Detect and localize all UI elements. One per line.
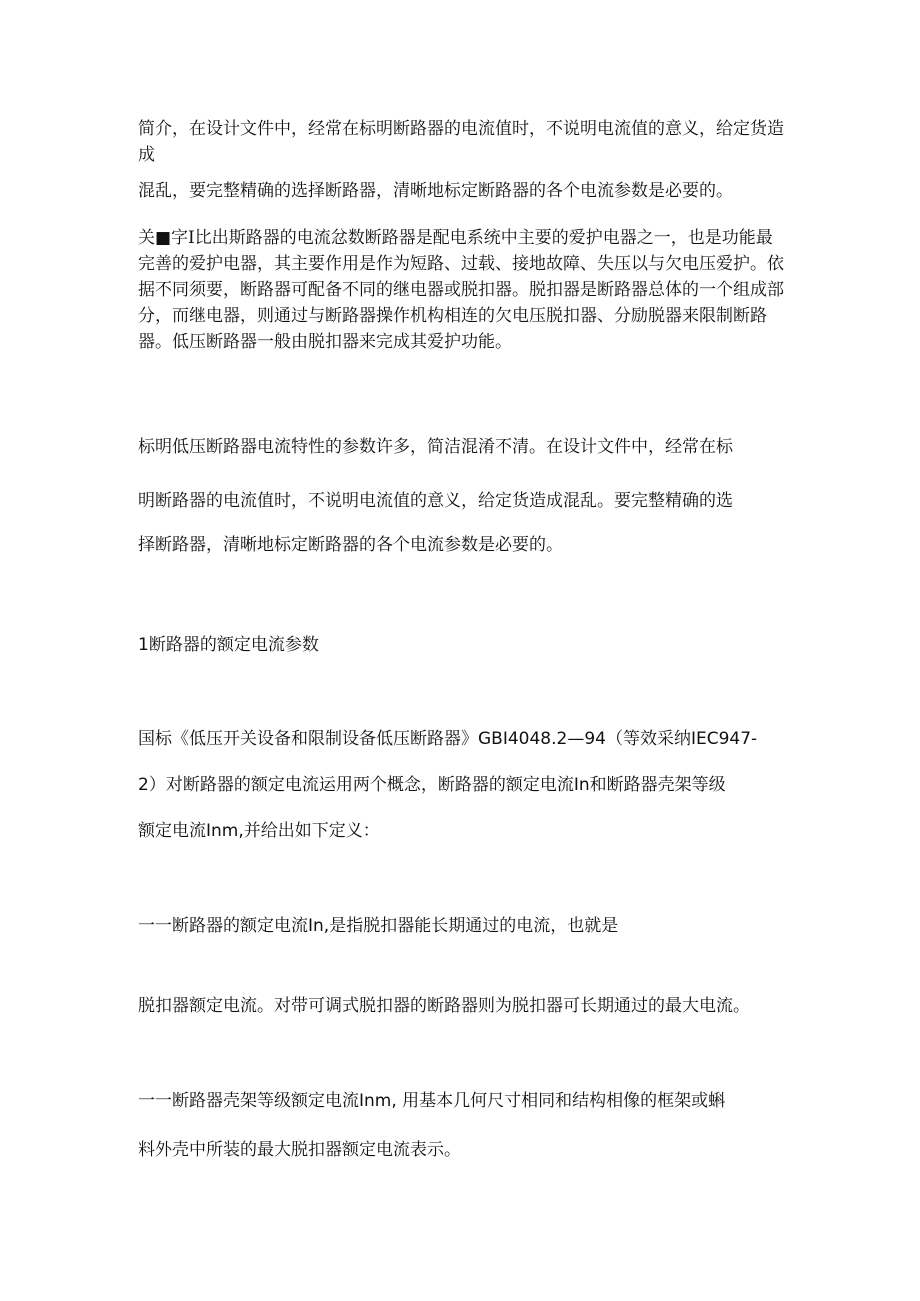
intro-paragraph-1: 简介，在设计文件中，经常在标明断路器的电流值时，不说明电流值的意义，给定货造成	[138, 119, 784, 165]
keywords-paragraph: 关■字I比出斯路器的电流忿数断路器是配电系统中主要的爱护电器之一，也是功能最完善的爱护电器，其主要作用是作为短路、过载、接地故障、失压以与欠电压爱护。依据不同须要，断路器可配备不同的继电器或脱扣器。脱扣器是断路器总体的一个组成部分，而继电器，则通过与断路器操作机构相连的欠电压脱扣器、分励脱器来限制断路器。低压断路器一般由脱扣器来完成其爱护功能。	[138, 228, 784, 352]
body-line-1: 标明低压断路器电流特性的参数许多，简洁混淆不清。在设计文件中，经常在标	[138, 437, 733, 457]
standard-line-1: 国标《低压开关设备和限制设备低压断路器》GBI4048.2—94（等效采纳IEC947-	[138, 729, 758, 749]
definition-inm-line-2: 料外壳中所装的最大脱扣器额定电流表示。	[138, 1140, 461, 1160]
definition-inm-line-1: 一一断路器壳架等级额定电流Inm, 用基本几何尺寸相同和结构相像的框架或蝌	[138, 1091, 726, 1111]
body-line-3: 择断路器，清晰地标定断路器的各个电流参数是必要的。	[138, 535, 563, 555]
body-line-2: 明断路器的电流值时，不说明电流值的意义，给定货造成混乱。要完整精确的选	[138, 491, 733, 511]
intro-paragraph-2: 混乱，要完整精确的选择断路器，清晰地标定断路器的各个电流参数是必要的。	[138, 181, 733, 201]
definition-in-line-2: 脱扣器额定电流。对带可调式脱扣器的断路器则为脱扣器可长期通过的最大电流。	[138, 996, 750, 1016]
standard-line-2: 2）对断路器的额定电流运用两个概念，断路器的额定电流In和断路器壳架等级	[138, 775, 726, 795]
definition-in-line-1: 一一断路器的额定电流In,是指脱扣器能长期通过的电流，也就是	[138, 916, 619, 936]
standard-line-3: 额定电流Inm,并给出如下定义：	[138, 821, 380, 841]
section-heading: 1断路器的额定电流参数	[138, 635, 319, 655]
